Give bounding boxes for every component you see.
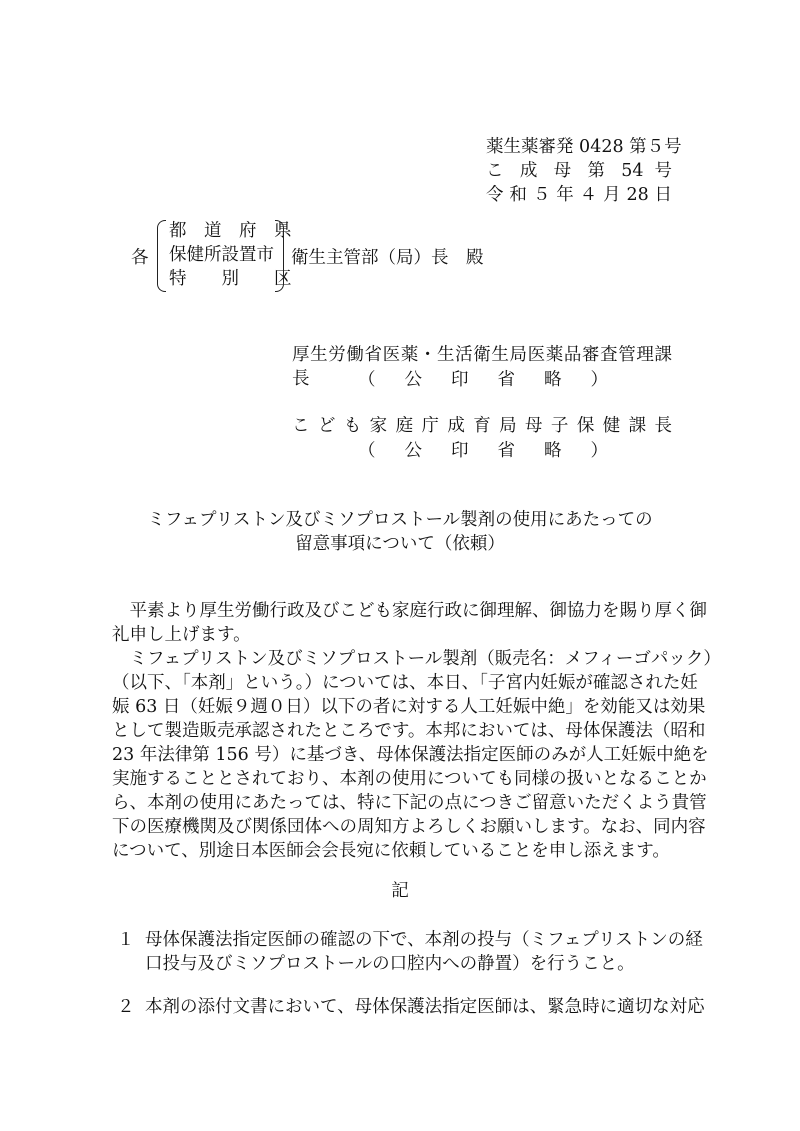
sender-seal: （公印省略） bbox=[358, 441, 608, 461]
body-line: 23 年法律第 156 号）に基づき、母体保護法指定医師のみが人工妊娠中絶を bbox=[112, 745, 709, 765]
item-number: ２ bbox=[117, 997, 135, 1017]
body-line: 平素より厚生労働行政及びこども家庭行政に御理解、御協力を賜り厚く御 bbox=[112, 601, 707, 621]
reference-sub-number: こ 成 母 第 54 号 bbox=[486, 161, 672, 181]
item-line: 口投与及びミソプロストールの口腔内への静置）を行うこと。 bbox=[145, 954, 635, 974]
left-brace bbox=[157, 220, 166, 292]
body-line: 礼申し上げます。 bbox=[112, 625, 251, 645]
recipient-title: 衛生主管部（局）長 殿 bbox=[291, 248, 484, 268]
body-line: 実施することとされており、本剤の使用についても同様の扱いとなることか bbox=[112, 769, 707, 789]
sender-name: 厚生労働省医薬・生活衛生局医薬品審査管理課長 bbox=[292, 345, 672, 389]
recipient-entity: 保健所設置市 bbox=[169, 245, 274, 265]
recipient-prefix: 各 bbox=[131, 248, 149, 268]
body-line: 下の医療機関及び関係団体への周知方よろしくお願いします。なお、同内容 bbox=[112, 817, 706, 837]
body-line: として製造販売承認されたところです。本邦においては、母体保護法（昭和 bbox=[112, 721, 706, 741]
reference-number: 薬生薬審発 0428 第５号 bbox=[486, 137, 682, 157]
reference-date: 令 和 ５ 年 ４ 月 28 日 bbox=[486, 185, 672, 205]
body-line: 娠 63 日（妊娠９週０日）以下の者に対する人工妊娠中絶」を効能又は効果 bbox=[112, 697, 706, 717]
item-line: 母体保護法指定医師の確認の下で、本剤の投与（ミフェプリストンの経 bbox=[145, 930, 703, 950]
body-line: について、別途日本医師会会長宛に依頼していることを申し添えます。 bbox=[112, 841, 670, 861]
right-brace bbox=[275, 220, 284, 292]
body-line: ミフェプリストン及びミソプロストール製剤（販売名：メフィーゴパック） bbox=[112, 649, 721, 669]
sender-seal: （公印省略） bbox=[358, 370, 608, 390]
item-line: 本剤の添付文書において、母体保護法指定医師は、緊急時に適切な対応 bbox=[145, 997, 705, 1017]
recipient-entity: 特 別 区 bbox=[169, 269, 292, 289]
body-line: （以下、「本剤」という。）については、本日、「子宮内妊娠が確認された妊 bbox=[112, 673, 698, 693]
sender-name: こども家庭庁成育局母子保健課長 bbox=[292, 416, 672, 436]
item-number: １ bbox=[117, 930, 135, 950]
document-title: ミフェプリストン及びミソプロストール製剤の使用にあたっての bbox=[147, 510, 653, 530]
ki-heading: 記 bbox=[391, 881, 409, 901]
body-line: ら、本剤の使用にあたっては、特に下記の点につきご留意いただくよう貴管 bbox=[112, 793, 707, 813]
recipient-entity: 都 道 府 県 bbox=[169, 221, 292, 241]
document-title: 留意事項について（依頼） bbox=[295, 534, 505, 554]
